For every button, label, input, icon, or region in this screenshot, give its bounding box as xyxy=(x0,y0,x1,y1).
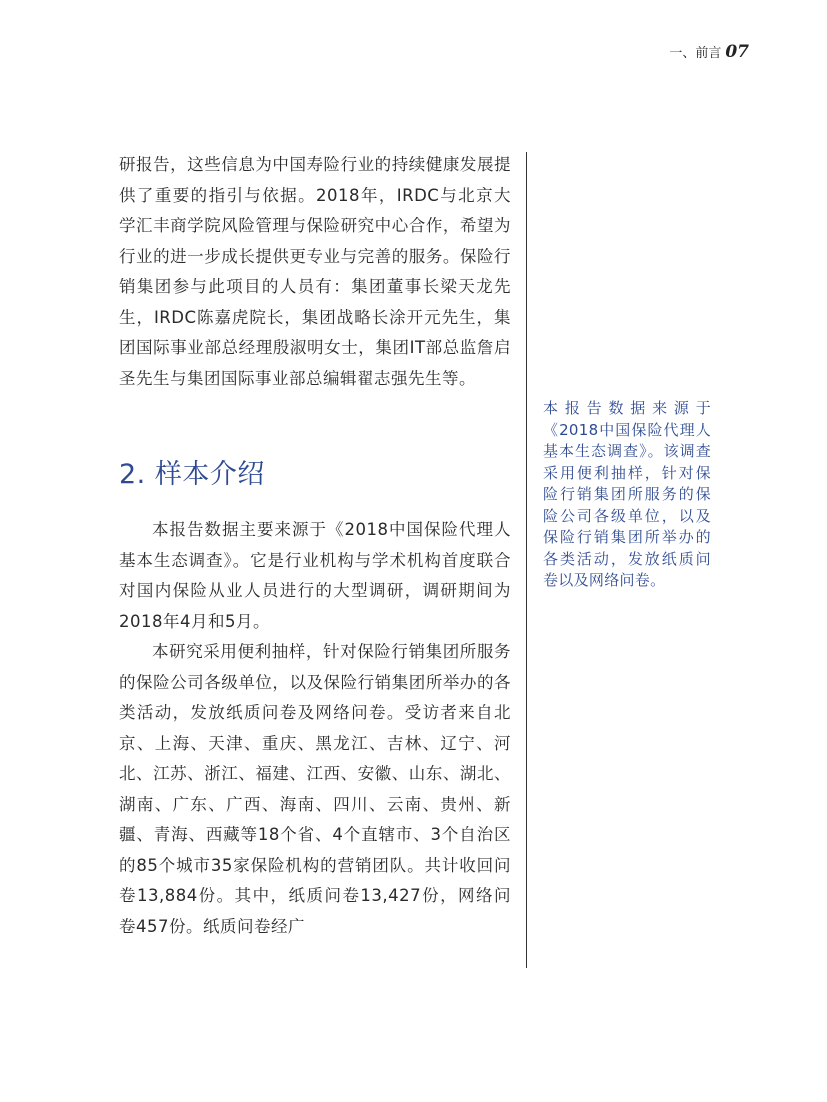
sidenote: 本报告数据来源于《2018中国保险代理人基本生态调查》。该调查采用便利抽样，针对保险行销集团所服务的保险公司各级单位，以及保险行销集团所举办的各类活动，发放纸质问卷以及网络问卷。 xyxy=(543,399,711,589)
body-paragraph-1: 本报告数据主要来源于《2018中国保险代理人基本生态调查》。它是行业机构与学术机构首度联合对国内保险从业人员进行的大型调研，调研期间为2018年4月和5月。 xyxy=(119,520,511,631)
column-divider xyxy=(526,152,527,968)
running-header xyxy=(669,42,749,62)
intro-paragraph: 研报告，这些信息为中国寿险行业的持续健康发展提供了重要的指引与依据。2018年，IRDC与北京大学汇丰商学院风险管理与保险研究中心合作，希望为行业的进一步成长提供更专业与完善的服务。保险行销集团参与此项目的人员有：集团董事长梁天龙先生，IRDC陈嘉虎院长，集团战略长涂开元先生，集团国际事业部总经理殷淑明女士，集团IT部总监詹启圣先生与集团国际事业部总编辑翟志强先生等。 xyxy=(119,155,511,388)
page-number: 07 xyxy=(725,42,749,62)
body-paragraph-2: 本研究采用便利抽样，针对保险行销集团所服务的保险公司各级单位，以及保险行销集团所举办的各类活动，发放纸质问卷及网络问卷。受访者来自北京、上海、天津、重庆、黑龙江、吉林、辽宁、河北、江苏、浙江、福建、江西、安徽、山东、湖北、湖南、广东、广西、海南、四川、云南、贵州、新疆、青海、西藏等18个省、4个直辖市、3个自治区的85个城市35家保险机构的营销团队。共计收回问卷13,884份。其中，纸质问卷13,427份，网络问卷457份。纸质问卷经广 xyxy=(119,642,511,936)
header-section-title: 一、前言 xyxy=(669,46,722,61)
main-column xyxy=(119,150,511,942)
section-heading: 2. 样本介绍 xyxy=(119,459,265,490)
